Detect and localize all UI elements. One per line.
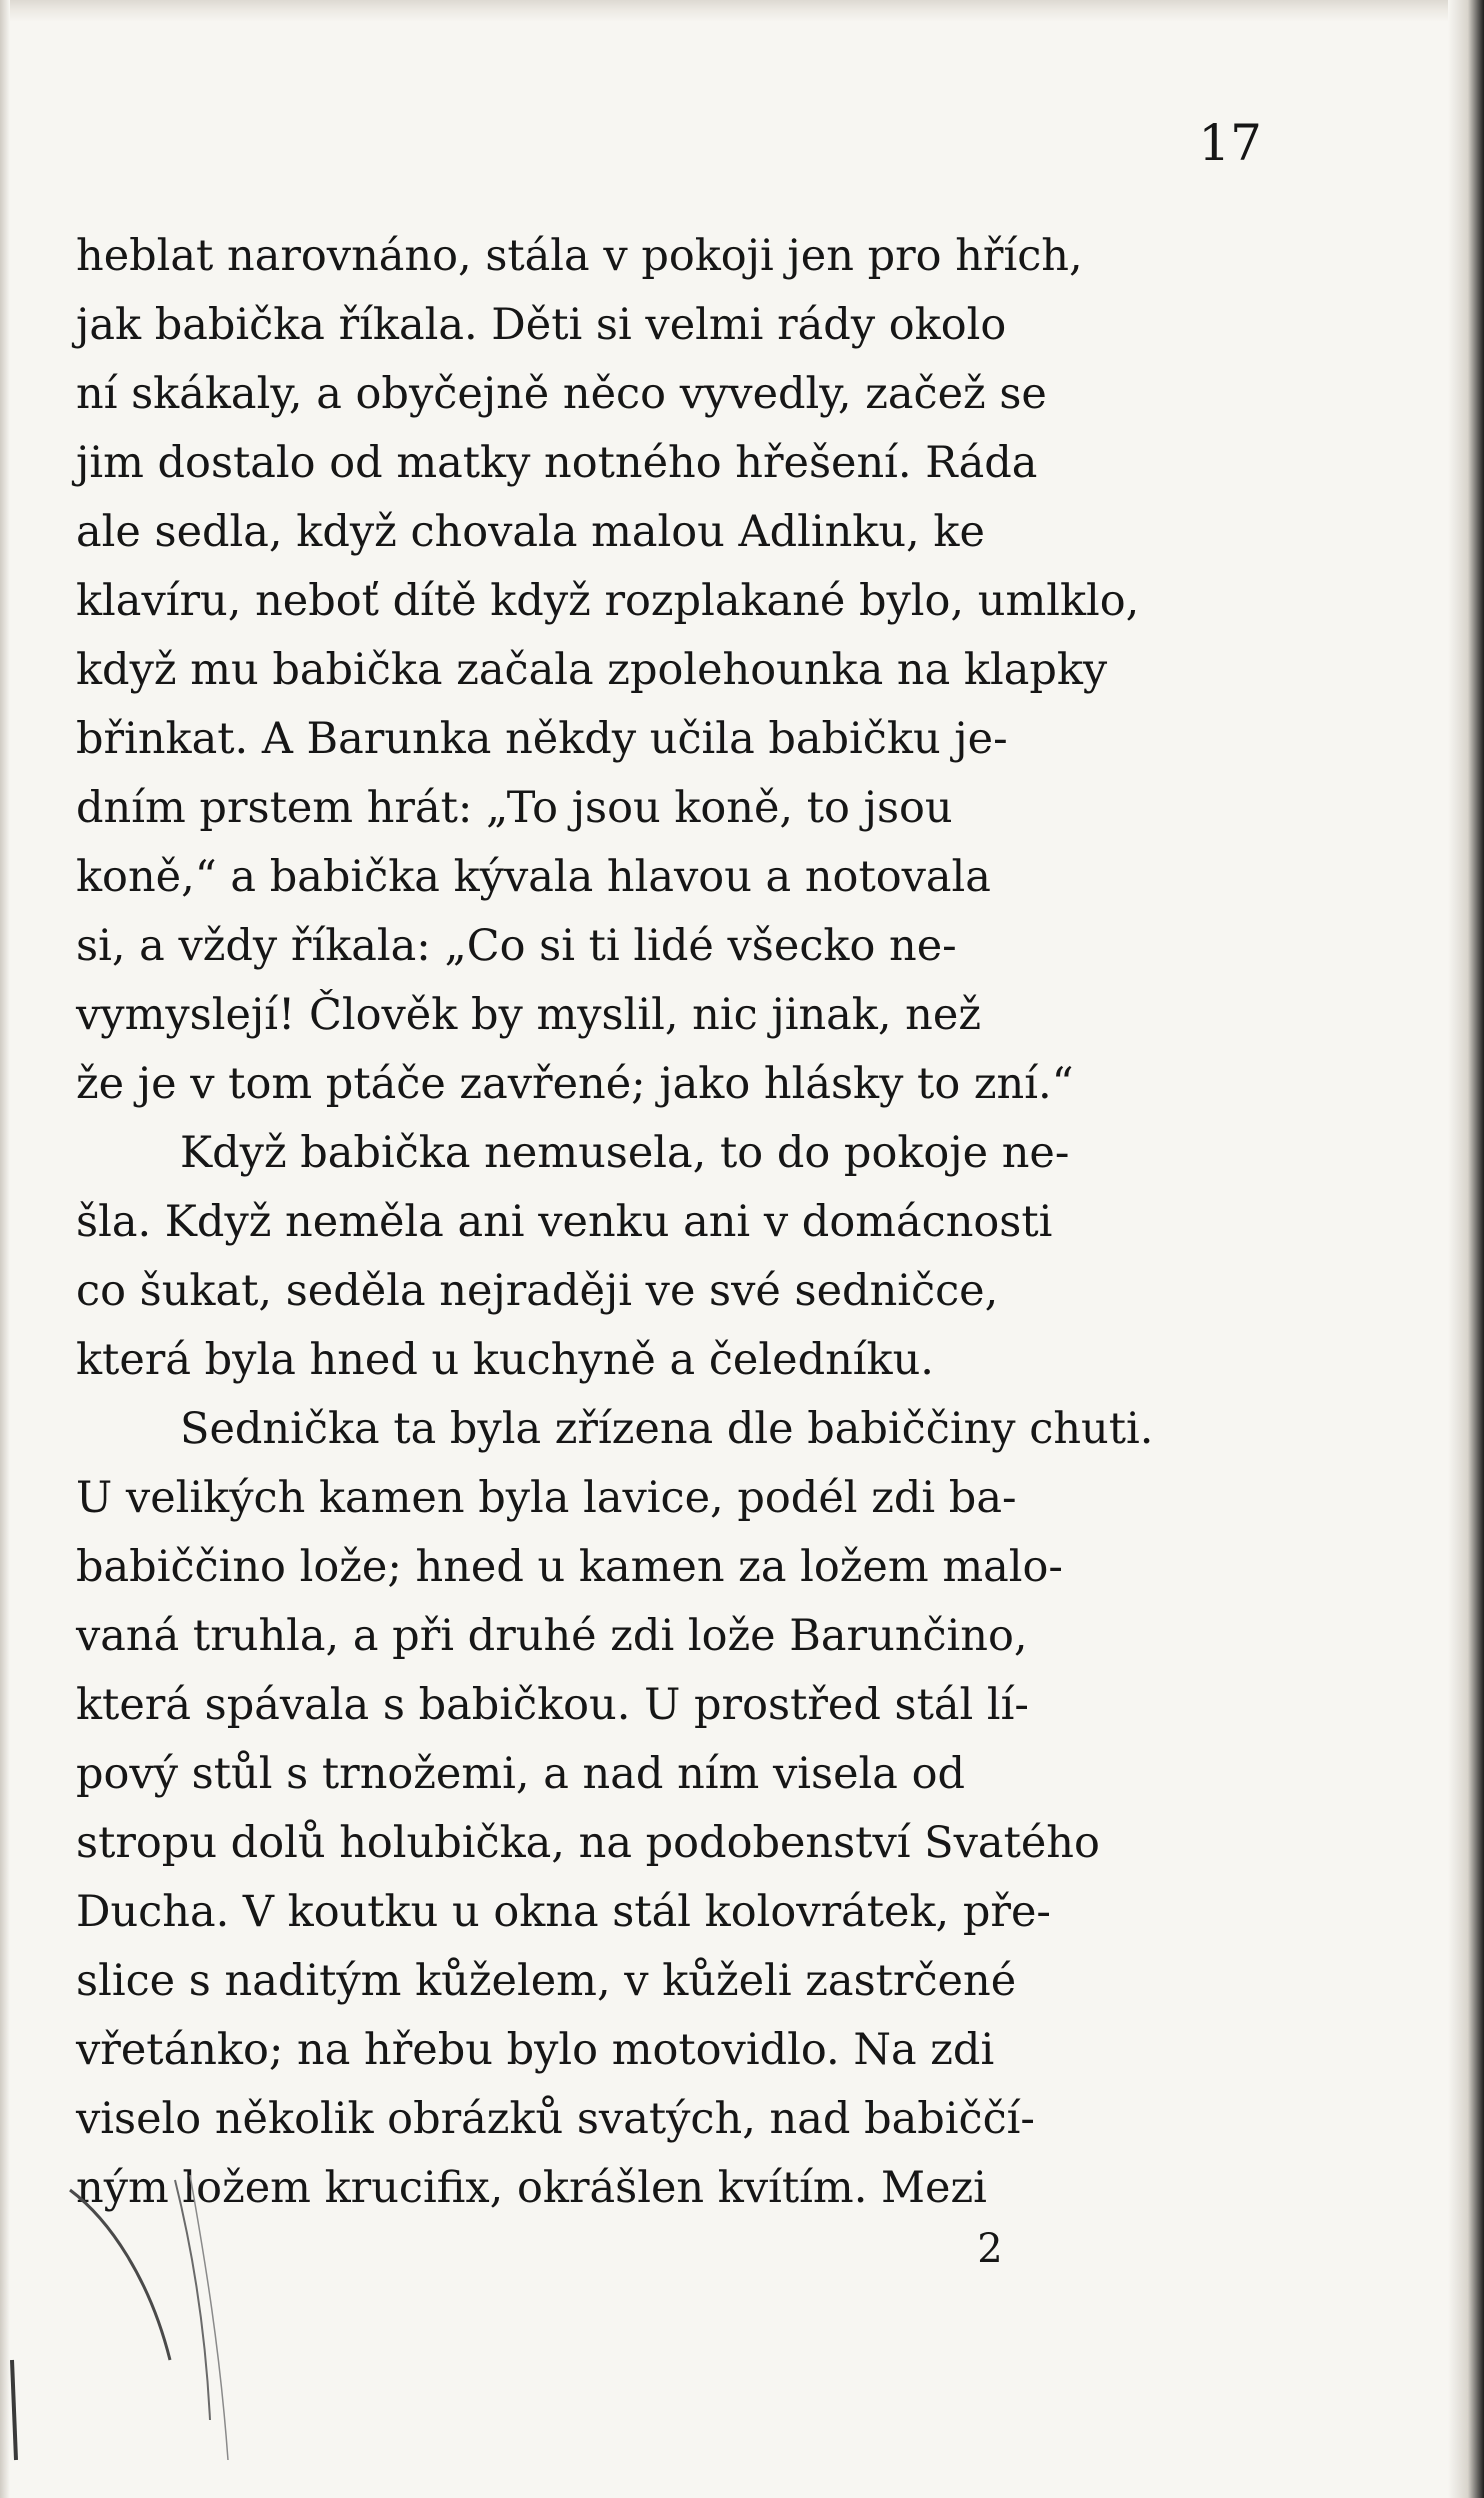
page-gutter-shadow [1448, 0, 1484, 2498]
text-line: ale sedla, když chovala malou Adlinku, ke [76, 507, 985, 557]
paragraph-start-line: Sednička ta byla zřízena dle babiččiny chuti. [180, 1404, 1154, 1454]
text-line: Ducha. V koutku u okna stál kolovrátek, pře- [76, 1887, 1051, 1937]
text-line: vymyslejí! Člověk by myslil, nic jinak, než [76, 990, 981, 1040]
text-line: jak babička říkala. Děti si velmi rády okolo [76, 300, 1007, 350]
page-top-shadow [0, 0, 1484, 22]
paper-crease-marks [0, 2160, 300, 2498]
paragraph-start-line: Když babička nemusela, to do pokoje ne- [180, 1128, 1070, 1178]
text-line: když mu babička začala zpolehounka na klapky [76, 645, 1108, 695]
text-line: břinkat. A Barunka někdy učila babičku je- [76, 714, 1008, 764]
text-line: která byla hned u kuchyně a čeledníku. [76, 1335, 934, 1385]
text-line: dním prstem hrát: „To jsou koně, to jsou [76, 783, 953, 833]
text-line: která spávala s babičkou. U prostřed stál lí- [76, 1680, 1029, 1730]
signature-mark: 2 [977, 2226, 1003, 2272]
text-line: jim dostalo od matky notného hřešení. Ráda [76, 438, 1038, 488]
text-line: heblat narovnáno, stála v pokoji jen pro hřích, [76, 231, 1083, 281]
text-line: viselo několik obrázků svatých, nad babiččí- [76, 2094, 1035, 2144]
text-line: šla. Když neměla ani venku ani v domácnosti [76, 1197, 1053, 1247]
text-line: ným ložem krucifix, okrášlen kvítím. Mezi [76, 2163, 987, 2213]
text-line: vřetánko; na hřebu bylo motovidlo. Na zdi [76, 2025, 995, 2075]
text-line: koně,“ a babička kývala hlavou a notovala [76, 852, 991, 902]
text-line: U velikých kamen byla lavice, podél zdi ba- [76, 1473, 1017, 1523]
text-line: slice s naditým kůželem, v kůželi zastrčené [76, 1956, 1017, 2006]
body-text [76, 222, 1252, 2223]
page-number: 17 [1198, 114, 1262, 172]
text-line: babiččino lože; hned u kamen za ložem malo- [76, 1542, 1063, 1592]
text-line: stropu dolů holubička, na podobenství Svatého [76, 1818, 1100, 1868]
text-line: vaná truhla, a při druhé zdi lože Barunčino, [76, 1611, 1028, 1661]
page-left-shadow [0, 0, 10, 2498]
text-line: pový stůl s trnožemi, a nad ním visela od [76, 1749, 965, 1799]
text-line: klavíru, neboť dítě když rozplakané bylo, umlklo, [76, 576, 1140, 626]
text-line: si, a vždy říkala: „Co si ti lidé všecko ne- [76, 921, 957, 971]
text-line: co šukat, seděla nejraději ve své sedničce, [76, 1266, 999, 1316]
text-line: že je v tom ptáče zavřené; jako hlásky to zní.“ [76, 1059, 1074, 1109]
text-line: ní skákaly, a obyčejně něco vyvedly, začež se [76, 369, 1047, 419]
